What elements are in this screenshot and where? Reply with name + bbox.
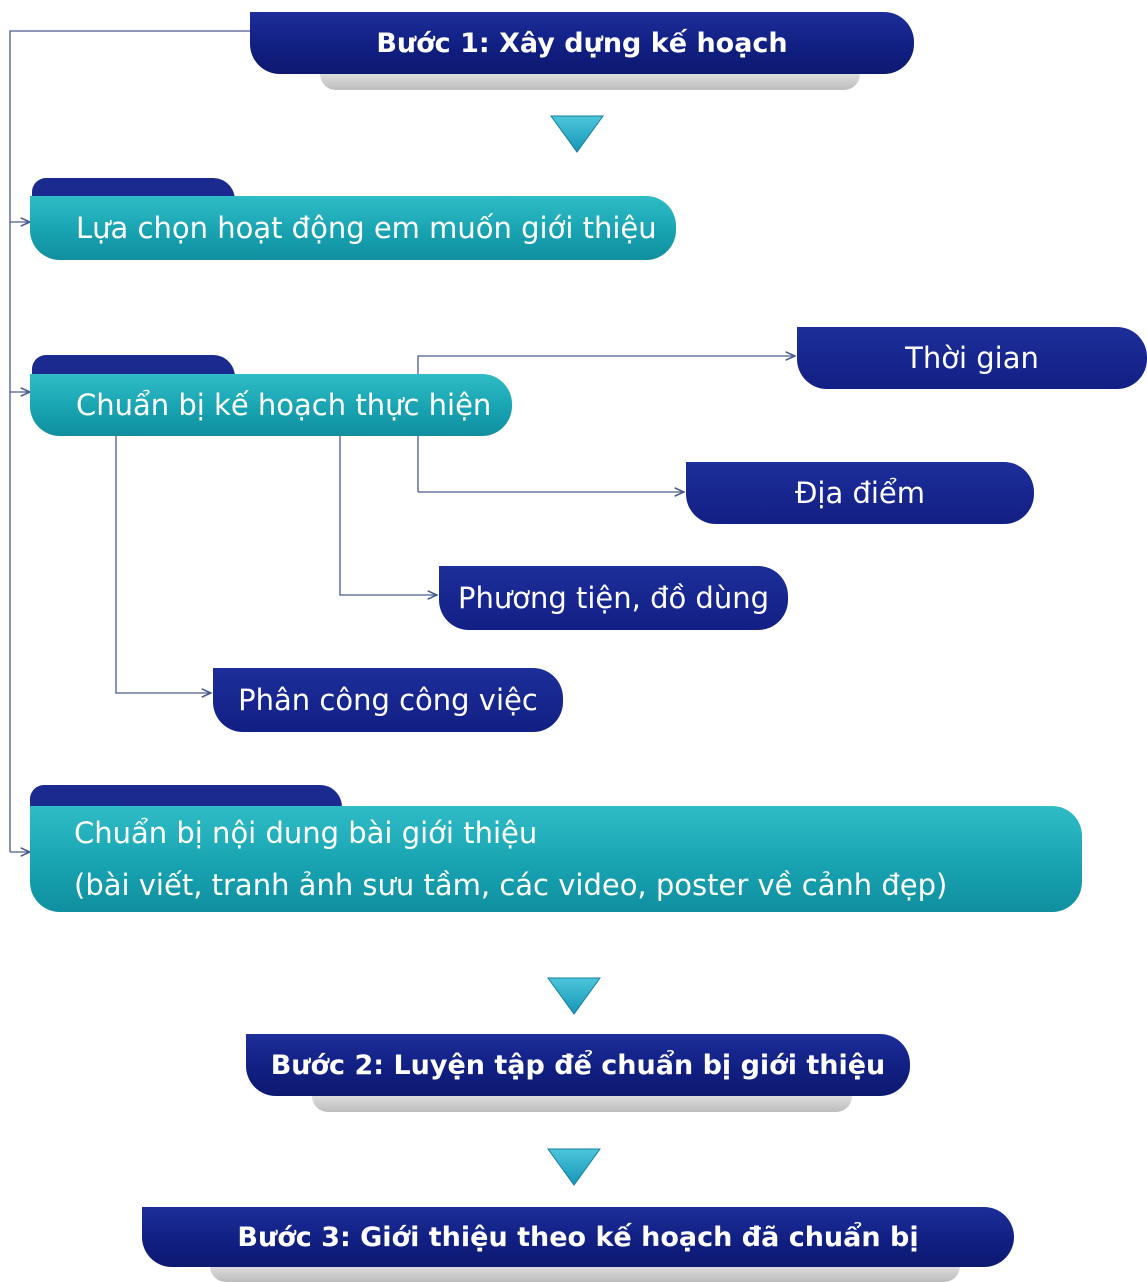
step3-box <box>142 1207 1014 1267</box>
prepare-content-title: Chuẩn bị nội dung bài giới thiệu <box>74 816 538 850</box>
prepare-content-box <box>30 806 1082 912</box>
plan-item-time <box>797 327 1147 389</box>
plan-item-equipment <box>439 566 788 630</box>
prepare-plan-box <box>30 374 512 436</box>
plan-item-place <box>686 462 1034 524</box>
connector-to-equipment <box>340 436 437 595</box>
plan-item-assignment-label: Phân công công việc <box>238 683 538 717</box>
select-activity-box <box>30 196 676 260</box>
plan-item-equipment-label: Phương tiện, đồ dùng <box>457 581 770 615</box>
step2-box <box>246 1034 910 1096</box>
step2-label: Bước 2: Luyện tập để chuẩn bị giới thiệu <box>270 1049 886 1081</box>
arrow-down-icon <box>544 976 604 1016</box>
step1-box <box>250 12 914 74</box>
plan-item-place-label: Địa điểm <box>794 476 926 510</box>
connector-to-assignment <box>116 436 211 693</box>
select-activity-label: Lựa chọn hoạt động em muốn giới thiệu <box>76 211 657 245</box>
step3-label: Bước 3: Giới thiệu theo kế hoạch đã chuẩn bị <box>237 1221 919 1253</box>
arrow-down-icon <box>547 114 607 154</box>
prepare-plan-label: Chuẩn bị kế hoạch thực hiện <box>76 388 492 422</box>
step1-label: Bước 1: Xây dựng kế hoạch <box>376 27 788 59</box>
prepare-content-detail: (bài viết, tranh ảnh sưu tầm, các video, poster về cảnh đẹp) <box>74 868 948 902</box>
arrow-down-icon <box>544 1147 604 1187</box>
plan-item-assignment <box>213 668 563 732</box>
connector-spine <box>10 31 250 852</box>
plan-item-time-label: Thời gian <box>905 341 1039 375</box>
